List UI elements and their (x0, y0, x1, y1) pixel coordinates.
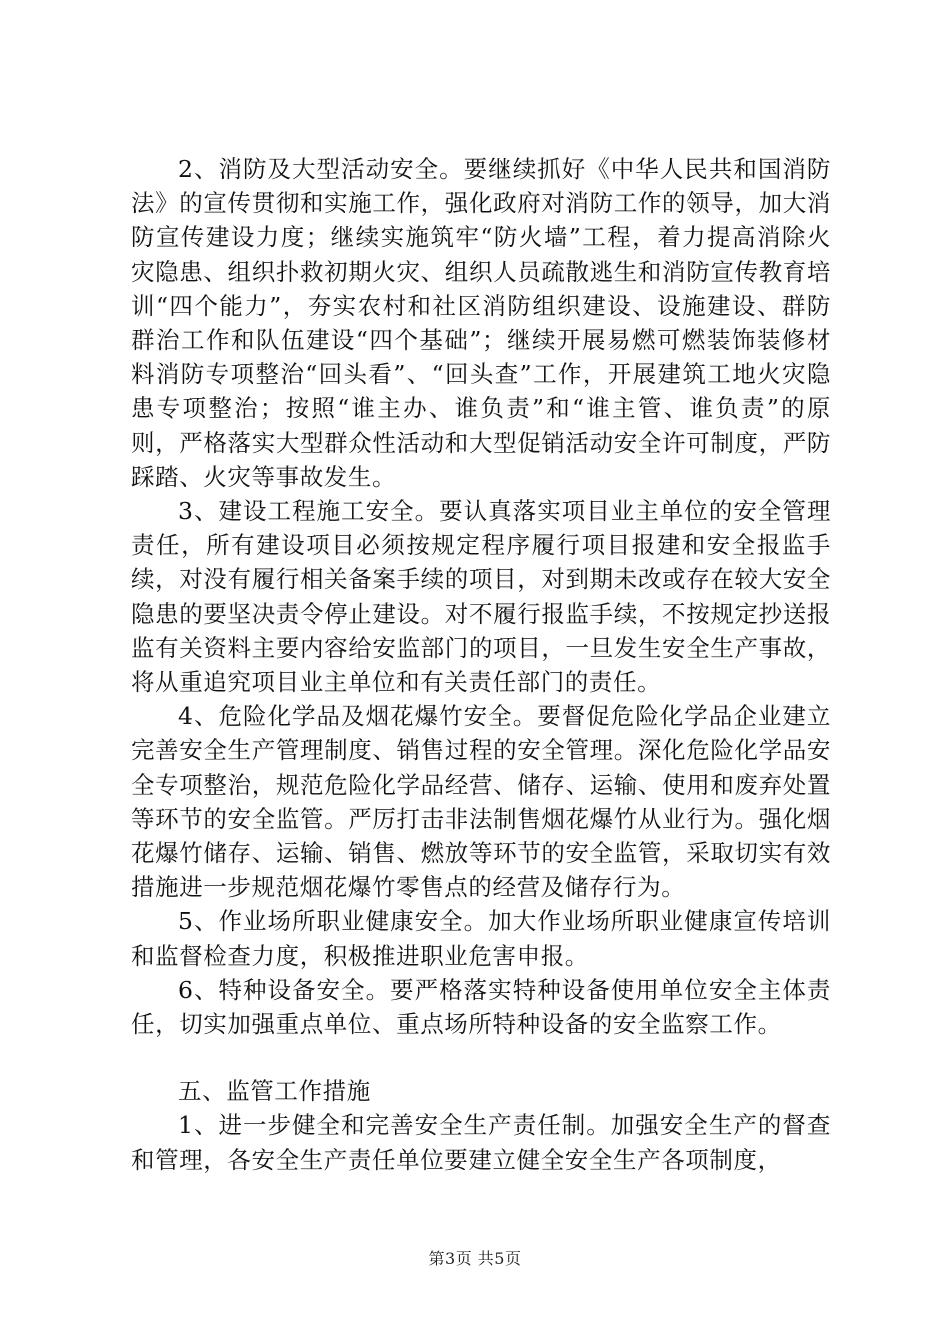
body-text (131, 152, 831, 1177)
paragraph-construction-safety: 3、建设工程施工安全。要认真落实项目业主单位的安全管理责任，所有建设项目必须按规定程序履行项目报建和安全报监手续，对没有履行相关备案手续的项目，对到期未改或存在较大安全隐患的要坚决责令停止建设。对不履行报监手续，不按规定抄送报监有关资料主要内容给安监部门的项目，一旦发生安全生产事故，将从重追究项目业主单位和有关责任部门的责任。 (131, 497, 831, 697)
paragraph-chemicals-fireworks-safety: 4、危险化学品及烟花爆竹安全。要督促危险化学品企业建立完善安全生产管理制度、销售过程的安全管理。深化危险化学品安全专项整治，规范危险化学品经营、储存、运输、使用和废弃处置等环节的安全监管。严厉打击非法制售烟花爆竹从业行为。强化烟花爆竹储存、运输、销售、燃放等环节的安全监管，采取切实有效措施进一步规范烟花爆竹零售点的经营及储存行为。 (131, 702, 831, 902)
paragraph-occupational-health: 5、作业场所职业健康安全。加大作业场所职业健康宣传培训和监督检查力度，积极推进职业危害申报。 (131, 907, 831, 970)
paragraph-special-equipment: 6、特种设备安全。要严格落实特种设备使用单位安全主体责任，切实加强重点单位、重点场所特种设备的安全监察工作。 (131, 975, 831, 1039)
page-footer: 第3页 共5页 (428, 1249, 522, 1268)
section-heading: 五、监管工作措施 (178, 1077, 371, 1106)
paragraph-fire-safety: 2、消防及大型活动安全。要继续抓好《中华人民共和国消防法》的宣传贯彻和实施工作，强化政府对消防工作的领导，加大消防宣传建设力度；继续实施筑牢“防火墙”工程，着力提高消除火灾隐患、组织扑救初期火灾、组织人员疏散逃生和消防宣传教育培训“四个能力”，夯实农村和社区消防组织建设、设施建设、群防群治工作和队伍建设“四个基础”；继续开展易燃可燃装饰装修材料消防专项整治“回头看”、“回头查”工作，开展建筑工地火灾隐患专项整治；按照“谁主办、谁负责”和“谁主管、谁负责”的原则，严格落实大型群众性活动和大型促销活动安全许可制度，严防踩踏、火灾等事故发生。 (131, 155, 831, 491)
paragraph-responsibility-system: 1、进一步健全和完善安全生产责任制。加强安全生产的督查和管理，各安全生产责任单位要建立健全安全生产各项制度， (131, 1111, 831, 1174)
